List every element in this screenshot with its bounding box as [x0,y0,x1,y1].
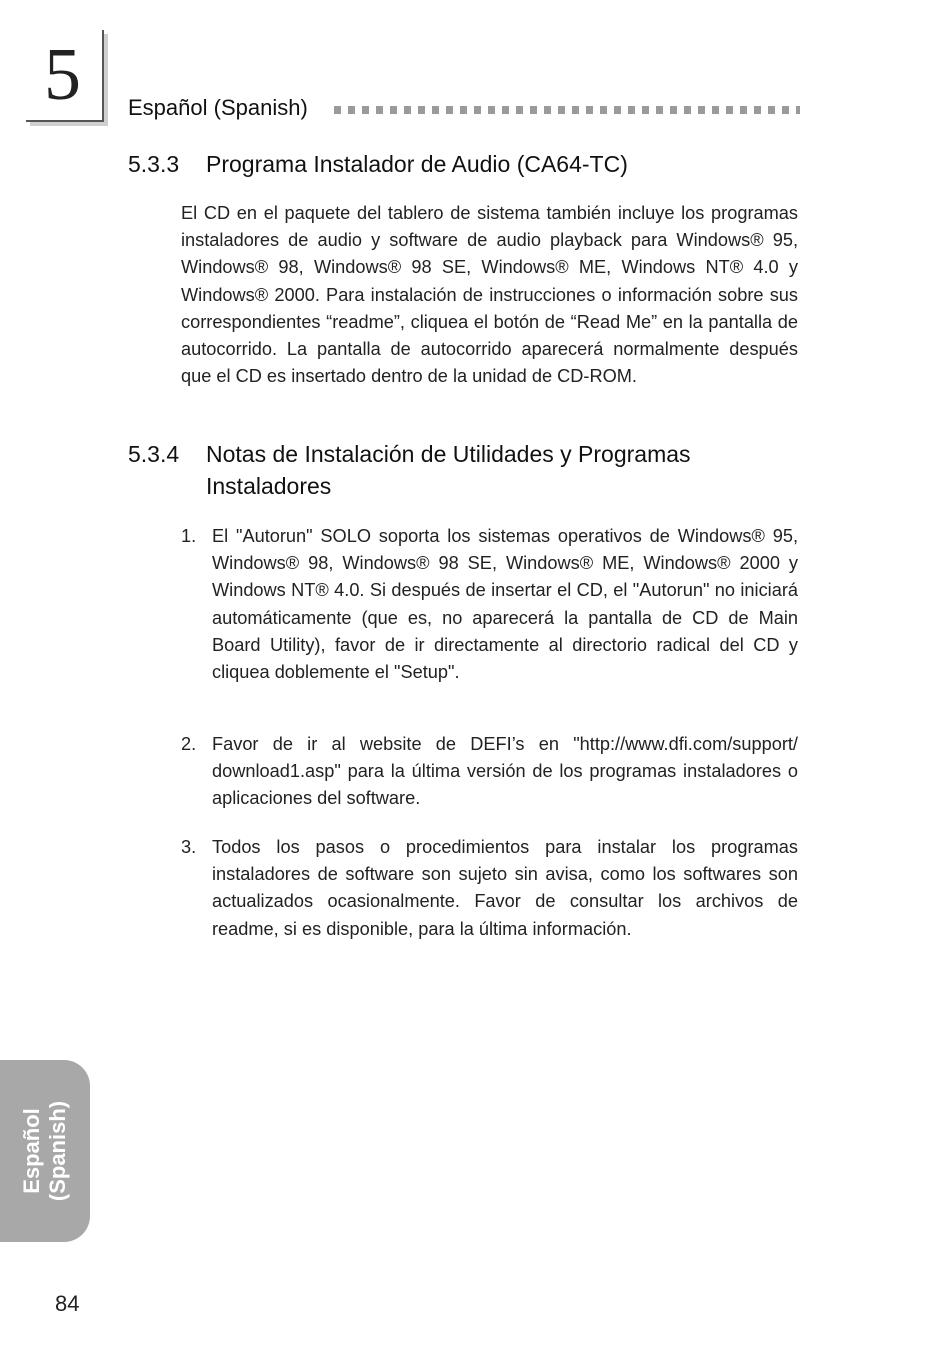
heading-number: 5.3.3 [128,151,180,177]
side-tab-label [19,1101,71,1201]
heading-number: 5.3.4 [128,441,180,467]
list-item-text: Favor de ir al website de DEFI’s en "http://www.dfi.com/support/ download1.asp" para la última versión de los programas instaladores o aplicaciones del software. [212,734,798,809]
side-tab-line2: (Spanish) [45,1100,70,1202]
language-side-tab [0,1060,90,1242]
paragraph-5-3-3: El CD en el paquete del tablero de sistema también incluye los programas instaladores de audio y software de audio playback para Windows® 95, Windows® 98, Windows® 98 SE, Windows® ME, Windows NT® 4.0 y Windows® 2000. Para instalación de instrucciones o información sobre sus correspondientes “readme”, cliquea el botón de “Read Me” en la pantalla de autocorrido. La pantalla de autocorrido aparecerá normalmente después que el CD es insertado dentro de la unidad de CD-ROM. [181,203,798,387]
heading-title-line2: Instaladores [206,473,332,499]
header-dotted-rule [334,103,800,117]
list-marker: 1. [181,526,197,546]
side-tab-line1: Español [19,1108,44,1194]
page-number: 84 [55,1291,80,1316]
chapter-number: 5 [44,34,81,116]
heading-5-3-3 [128,148,798,180]
section-label: Español (Spanish) [128,95,308,120]
heading-title: Programa Instalador de Audio (CA64-TC) [206,151,628,177]
heading-5-3-4 [128,438,798,502]
list-marker: 3. [181,837,197,857]
list-marker: 2. [181,734,197,754]
list-item-text: Todos los pasos o procedimientos para instalar los programas instaladores de software son sujeto sin avisa, como los softwares son actualizados ocasionalmente. Favor de consultar los archivos de readme, si es disponible, para la última información. [212,837,798,939]
list-item-text: El "Autorun" SOLO soporta los sistemas operativos de Windows® 95, Windows® 98, Windows® 98 SE, Windows® ME, Windows® 2000 y Windows NT® 4.0. Si después de insertar el CD, el "Autorun" no iniciará automáticamente (que es, no aparecerá la pantalla de CD de Main Board Utility), favor de ir directamente al directorio radical del CD y cliquea doblemente el "Setup". [212,526,798,683]
heading-title-line1: Notas de Instalación de Utilidades y Programas [206,441,691,467]
